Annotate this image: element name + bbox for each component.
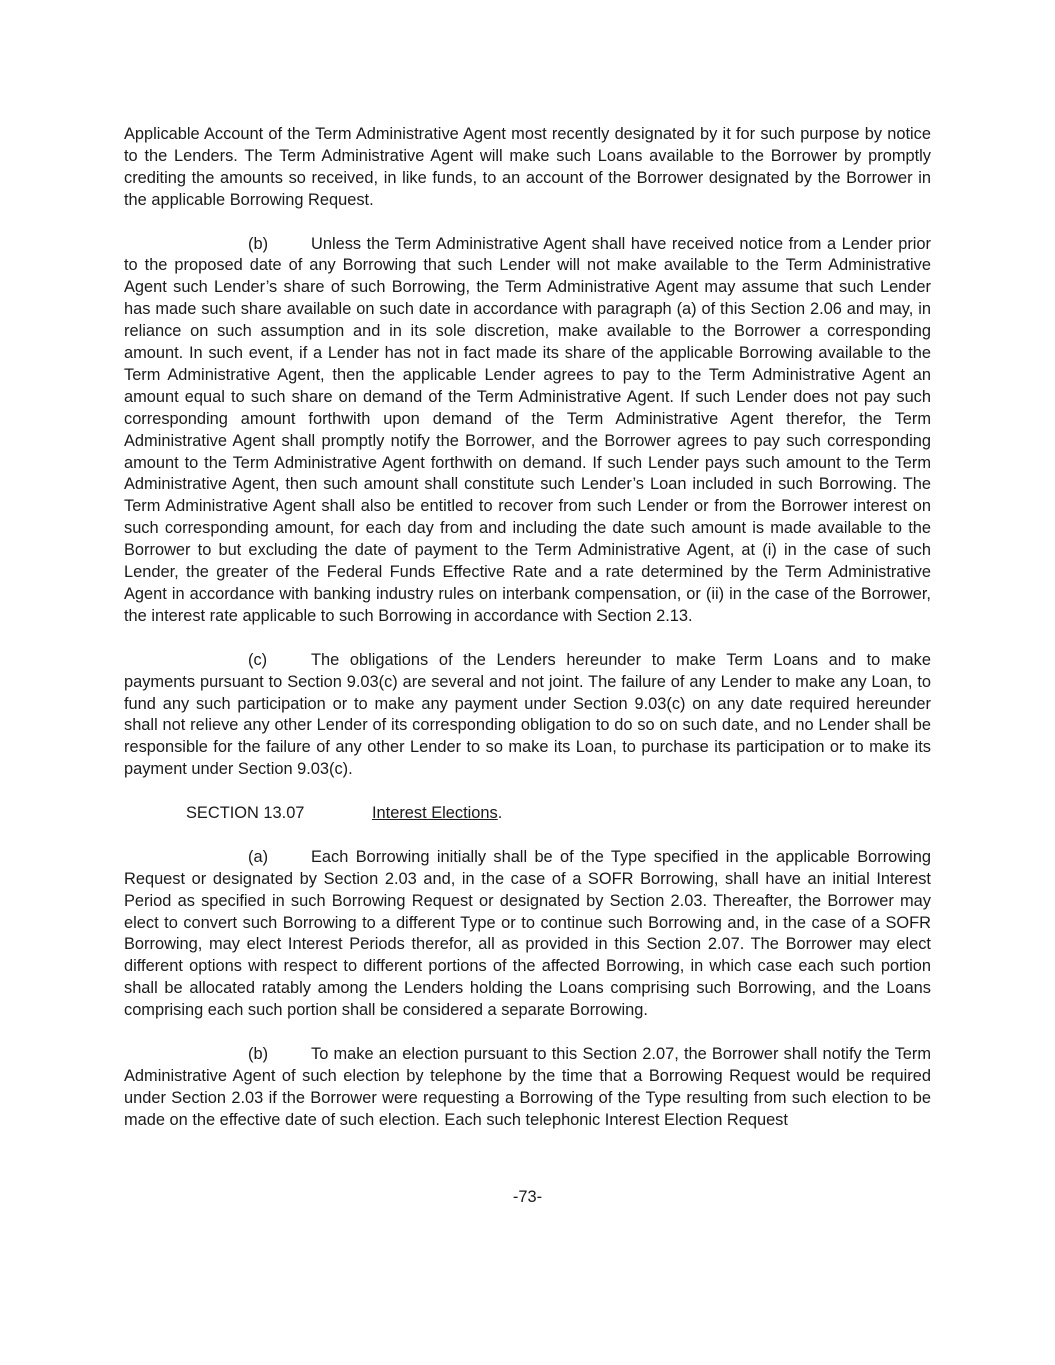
section-paragraph-b xyxy=(124,1044,931,1132)
section-number: SECTION 13.07 xyxy=(186,804,305,823)
section-heading xyxy=(124,803,931,825)
paragraph-text: The obligations of the Lenders hereunder to make Term Loans and to make payments pursuant to Section 9.03(c) are several and not joint. The failure of any Lender to make any Loan, to fund any such participation or to make any payment under Section 9.03(c) on any date required hereunder shall not relieve any other Lender of its corresponding obligation to do so on such date, and no Lender shall be responsible for the failure of any other Lender to so make its Loan, to purchase its participation or to make its payment under Section 9.03(c). xyxy=(124,650,931,779)
paragraph-label: (b) xyxy=(248,234,269,253)
page-number: -73- xyxy=(512,1188,543,1206)
paragraph-label: (b) xyxy=(248,1044,269,1063)
paragraph-label: (c) xyxy=(248,650,268,669)
paragraph-text: Each Borrowing initially shall be of the Type specified in the applicable Borrowing Request or designated by Section 2.03 and, in the case of a SOFR Borrowing, shall have an initial Interest Period as specified in such Borrowing Request or designated by Section 2.03. Thereafter, the Borrower may elect to convert such Borrowing to a different Type or to continue such Borrowing and, in the case of a SOFR Borrowing, may elect Interest Periods therefor, all as provided in this Section 2.07. The Borrower may elect different options with respect to different portions of the affected Borrowing, in which case each such portion shall be allocated ratably among the Lenders holding the Loans comprising such Borrowing, and the Loans comprising each such portion shall be considered a separate Borrowing. xyxy=(124,847,931,1020)
paragraph-label: (a) xyxy=(248,847,269,866)
paragraph-text: To make an election pursuant to this Section 2.07, the Borrower shall notify the Term Administrative Agent of such election by telephone by the time that a Borrowing Request would be required under Section 2.03 if the Borrower were requesting a Borrowing of the Type resulting from such election to be made on the effective date of such election. Each such telephonic Interest Election Request xyxy=(124,1044,931,1129)
section-title: Interest Elections xyxy=(372,804,498,823)
document-page xyxy=(124,124,931,1154)
section-title-period: . xyxy=(497,804,503,823)
paragraph-b xyxy=(124,234,931,628)
paragraph-text: Unless the Term Administrative Agent shall have received notice from a Lender prior to the proposed date of any Borrowing that such Lender will not make available to the Term Administrative Agent such Lender’s share of such Borrowing, the Term Administrative Agent may assume that such Lender has made such share available on such date in accordance with paragraph (a) of this Section 2.06 and may, in reliance on such assumption and in its sole discretion, make available to the Borrower a corresponding amount. In such event, if a Lender has not in fact made its share of the applicable Borrowing available to the Term Administrative Agent, then the applicable Lender agrees to pay to the Term Administrative Agent an amount equal to such share on demand of the Term Administrative Agent. If such Lender does not pay such corresponding amount forthwith upon demand of the Term Administrative Agent therefor, the Term Administrative Agent shall promptly notify the Borrower, and the Borrower agrees to pay such corresponding amount to the Term Administrative Agent forthwith on demand. If such Lender pays such amount to the Term Administrative Agent, then such amount shall constitute such Lender’s Loan included in such Borrowing. The Term Administrative Agent shall also be entitled to recover from such Lender or from the Borrower interest on such corresponding amount, for each day from and including the date such amount is made available to the Borrower to but excluding the date of payment to the Term Administrative Agent, at (i) in the case of such Lender, the greater of the Federal Funds Effective Rate and a rate determined by the Term Administrative Agent in accordance with banking industry rules on interbank compensation, or (ii) in the case of the Borrower, the interest rate applicable to such Borrowing in accordance with Section 2.13. xyxy=(124,234,931,625)
paragraph-c xyxy=(124,650,931,781)
paragraph-continued: Applicable Account of the Term Administrative Agent most recently designated by it for such purpose by notice to the Lenders. The Term Administrative Agent will make such Loans available to the Borrower by promptly crediting the amounts so received, in like funds, to an account of the Borrower designated by the Borrower in the applicable Borrowing Request. xyxy=(124,125,931,209)
section-paragraph-a xyxy=(124,847,931,1022)
